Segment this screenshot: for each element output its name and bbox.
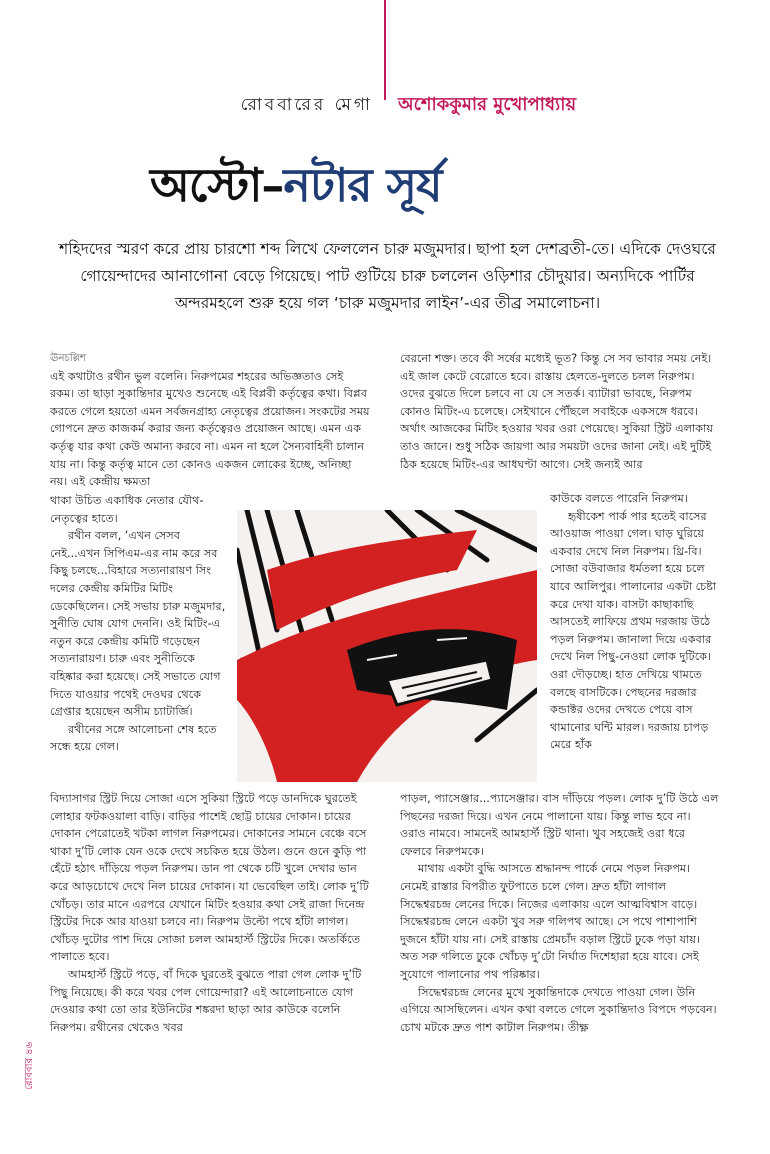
right-column-bottom — [400, 790, 720, 1036]
left-column-narrow — [50, 492, 230, 756]
title-part-2: নটার সূর্য — [283, 158, 442, 212]
series-label: রোববারের মেগা — [240, 95, 373, 115]
body-paragraph: হৃষীকেশ পার্ক পার হতেই বাসের আওয়াজ পাওয়া গেল। ঘাড় ঘুরিয়ে একবার দেখে নিল নিরুপম। থ্রি-বি। সোজা বউবাজার ধর্মতলা হয়ে চলে যাবে আলিপুর। পালানোর একটা চেষ্টা করে দেখা যাক। বাসটা কাছাকাছি আসতেই লাফিয়ে প্রথম দরজায় উঠে পড়ল নিরুপম। জানালা দিয়ে একবার দেখে নিল পিছু-নেওয়া লোক দুটিকে। ওরা দৌড়চ্ছে। হাত দেখিয়ে থামতে বলছে বাসটিকে। পেছনের দরজার কন্ডাক্টর ওদের দেখতে পেয়ে বাস থামানোর ঘন্টি মারল। দরজায় চাপড় মেরে হাঁক — [550, 509, 717, 752]
story-title — [150, 150, 710, 220]
section-label: ঊনচল্লিশ — [50, 353, 86, 364]
body-paragraph: পাড়ল, প্যাসেঞ্জার...প্যাসেঞ্জার। বাস দাঁড়িয়ে পড়ল। লোক দু’টি উঠে এল পিছনের দরজা দিয়ে। এখন নেমে পালানো যায়। কিন্তু লাভ হবে না। ওরাও নামবে। সামনেই আমহার্স্ট স্ট্রিট থানা। খুব সহজেই ওরা ধরে ফেলবে নিরুপমকে। — [400, 792, 719, 858]
author-name: অশোককুমার মুখোপাধ্যায় — [398, 94, 577, 115]
page-runner: রোববার ৪৬ — [24, 1041, 35, 1090]
right-column-narrow — [550, 490, 722, 754]
header-divider-line — [384, 0, 386, 100]
woodcut-gun-hand-image — [237, 510, 537, 782]
body-paragraph: মাথায় একটা বুদ্ধি আসতে শ্রদ্ধানন্দ পার্কে নেমে পড়ল নিরুপম। নেমেই রাস্তার বিপরীত ফুটপাতে চলে গেল। দ্রুত হাঁটা লাগাল সিদ্ধেশ্বরচন্দ্র লেনের দিকে। নিজের এলাকায় এলে আত্মবিশ্বাস বাড়ে। সিদ্ধেশ্বরচন্দ্র লেনে একটা খুব সরু গলিপথ আছে। সে পথে পাশাপাশি দুজনে হাঁটা যায় না। সেই রাস্তায় প্রেমচাঁদ বড়াল স্ট্রিটে ঢুকে পড়া যায়। অত সরু গলিতে ঢুকে খোঁচড় দু’টো নির্ঘাত দিশেহারা হয়ে যাবে। সেই সুযোগে পালানোর পথ পরিষ্কার। — [400, 862, 700, 981]
body-paragraph: বেরনো শক্ত। তবে কী সর্ষের মধ্যেই ভূত? কিন্তু সে সব ভাবার সময় নেই। এই জাল কেটে বেরোতে হবে। রাস্তায় হেলতে-দুলতে চলল নিরুপম। ওদের বুঝতে দিলে চলবে না যে সে সতর্ক। ব্যাটারা ভাবছে, নিরুপম কোনও মিটিং-এ চলেছে। সেইখানে পৌঁছলে সবাইকে একসঙ্গে ধরবে। অর্থাৎ আজকের মিটিং হওয়ার খবর ওরা পেয়েছে। সুকিয়া স্ট্রিট এলাকায় তাও জানে। শুধু সঠিক জায়গা আর সময়টা ওদের জানা নেই। এই দুটিই ঠিক হয়েছে মিটিং-এর আধঘণ্টা আগে। সেই জন্যই আর — [400, 352, 713, 471]
body-paragraph: থাকা উচিত একাধিক নেতার যৌথ-নেতৃত্বের হাতে। — [50, 494, 204, 525]
body-paragraph: কাউকে বলতে পারেনি নিরুপম। — [550, 492, 688, 505]
title-part-1: অস্টো– — [150, 158, 284, 212]
lede-paragraph: শহিদদের স্মরণ করে প্রায় চারশো শব্দ লিখে ফেললেন চারু মজুমদার। ছাপা হল দেশব্রতী-তে। এদিকে দেওঘরে গোয়েন্দাদের আনাগোনা বেড়ে গিয়েছে। পাট গুটিয়ে চারু চললেন ওড়িশার চৌদুয়ার। অন্যদিকে পার্টির অন্দরমহলে শুরু হয়ে গল ‘চারু মজুমদার লাইন’-এর তীব্র সমালোচনা। — [59, 240, 716, 312]
left-column-top — [50, 350, 370, 491]
body-paragraph: সিদ্ধেশ্বরচন্দ্র লেনের মুখে সুকান্তিদাকে দেখতে পাওয়া গেল। উনি এগিয়ে আসছিলেন। এখন কথা বলতে গেলে সুকান্তিদাও বিপদে পড়বেন। চোখ মটকে দ্রুত পাশ কাটাল নিরুপম। তীক্ষ্ণ — [400, 985, 717, 1034]
body-paragraph: আমহার্স্ট স্ট্রিটে পড়ে, বাঁ দিকে ঘুরতেই বুঝতে পারা গেল লোক দু’টি পিছু নিয়েছে। কী করে খবর পেল গোয়েন্দারা? এই আলোচনাতে যোগ দেওয়ার কথা তো তার ইউনিটের শঙ্করদা ছাড়া আর কাউকে বলেনি নিরুপম। রথীনের থেকেও খবর — [50, 967, 362, 1034]
body-paragraph: এই কথাটাও রথীন ভুল বলেনি। নিরুপমের শহরের অভিজ্ঞতাও সেই রকম। তা ছাড়া সুকান্তিদার মুখেও শুনেছে এই বিপ্লবী কর্তৃত্বের কথা। বিপ্লব করতে গেলে হয়তো এমন সর্বজনগ্রাহ্য নেতৃত্বের প্রয়োজন। সংকটের সময় গোপনে দ্রুত কাজকর্ম করার জন্য কর্তৃত্বেরও প্রয়োজন আছে। এমন এক কর্তৃত্ব যার কথা কেউ অমান্য করবে না। এমন না হলে সৈন্যবাহিনী চালান যায় না। কিন্তু কর্তৃত্ব মানে তো কোনও একজন লোকের ইচ্ছে, অনিচ্ছা নয়। এই কেন্দ্রীয় ক্ষমতা — [50, 369, 370, 489]
woodcut-illustration — [237, 510, 537, 782]
right-column-top — [400, 350, 720, 473]
body-paragraph: রথীন বলল, ‘এখন সেসব নেই...এখন সিপিএম-এর নাম করে সব কিছু চলছে...বিহারে সত্যনারায়ণ সিং দলের কেন্দ্রীয় কমিটির মিটিং ডেকেছিলেন। সেই সভায় চারু মজুমদার, সুনীতি ঘোষ যোগ দেননি। ওই মিটিং-এ নতুন করে কেন্দ্রীয় কমিটি গড়েছেন সত্যনারায়ণ। চারু এবং সুনীতিকে বহিষ্কার করা হয়েছে। সেই সভাতে যোগ দিতে যাওয়ার পথেই দেওঘর থেকে গ্রেপ্তার হয়েছেন অসীম চ্যাটার্জি। — [50, 529, 226, 719]
left-column-bottom — [50, 790, 370, 1036]
body-paragraph: রথীনের সঙ্গে আলোচনা শেষ হতে সন্ধে হয়ে গেল। — [50, 722, 217, 754]
body-paragraph: বিদ্যাসাগর স্ট্রিট দিয়ে সোজা এসে সুকিয়া স্ট্রিটে পড়ে ডানদিকে ঘুরতেই লোহার ফটকওয়ালা বাড়ি। বাড়ির পাশেই ছোট্ট চায়ের দোকান। চায়ের দোকান পেরোতেই খটকা লাগল নিরুপমের। দোকানের সামনে বেঞ্চে বসে থাকা দু’টি লোক যেন ওকে দেখে সচকিত হয়ে উঠল। গুনে গুনে কুড়ি পা হেঁটে হঠাৎ দাঁড়িয়ে পড়ল নিরুপম। ডান পা থেকে চটি খুলে দেখার ভান করে আড়চোখে দেখে নিল চায়ের দোকান। যা ভেবেছিল তাই। লোক দু’টি খোঁচড়। তার মানে এরপরে যেখানে মিটিং হওয়ার কথা সেই রাজা দিনেন্দ্র স্ট্রিটের দিকে আর যাওয়া চলবে না। নিরুপম উল্টো পথে হাঁটা লাগল। খোঁচড় দুটোর পাশ দিয়ে সোজা চলল আমহার্স্ট স্ট্রিটের দিকে। অতর্কিতে পালাতে হবে। — [50, 792, 369, 964]
